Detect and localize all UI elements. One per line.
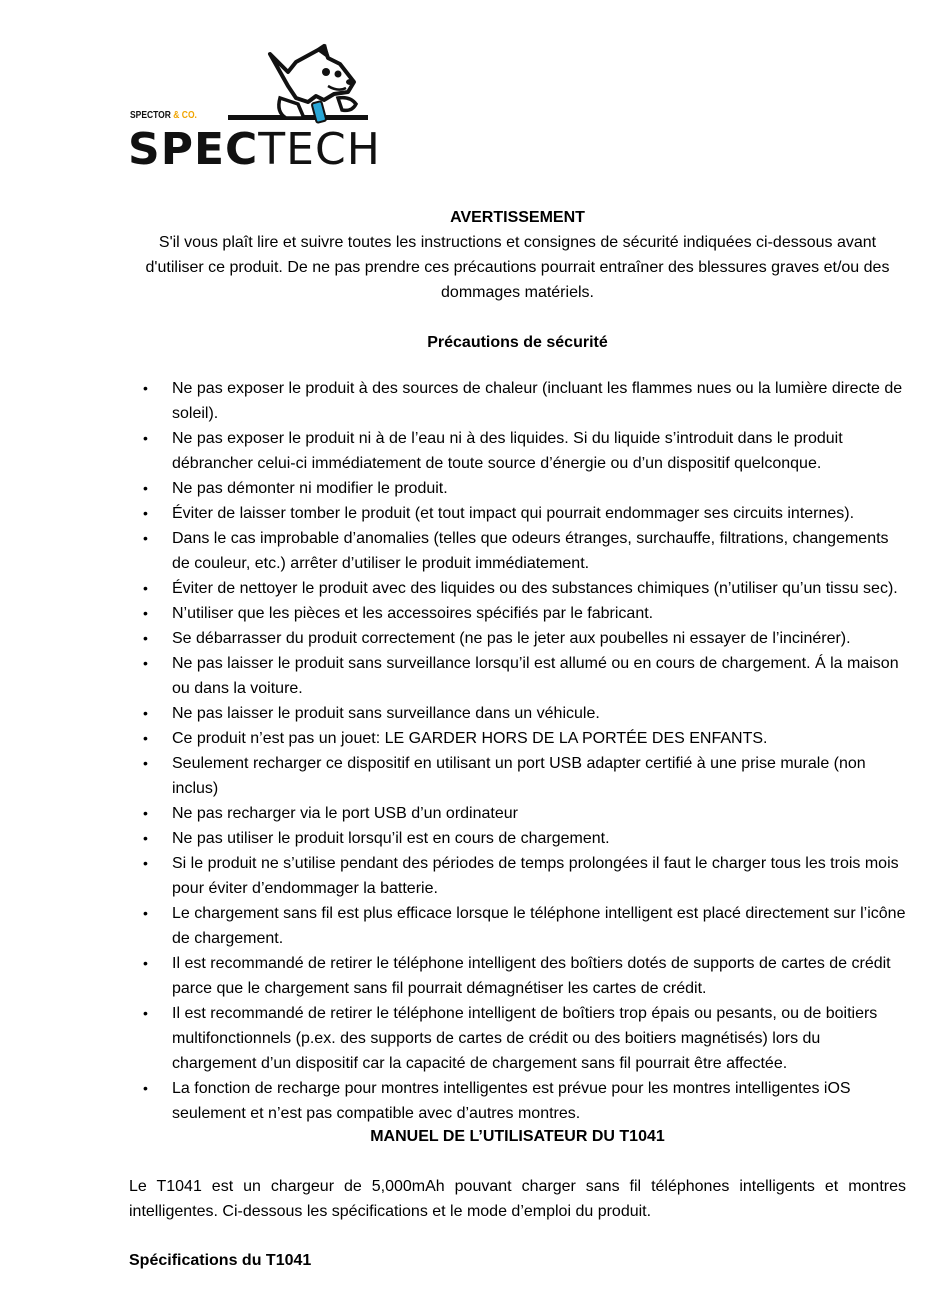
bullet-icon: • bbox=[143, 705, 148, 721]
precaution-text: La fonction de recharge pour montres intelligentes est prévue pour les montres intelligentes iOS seulement et n’est pas compatible avec d’autres montres. bbox=[172, 1080, 851, 1122]
bullet-icon: • bbox=[143, 855, 148, 871]
precaution-text: Ne pas exposer le produit ni à de l’eau ni à des liquides. Si du liquide s’introduit dans le produit débrancher celui-ci immédiatement de toute source d’énergie ou d’un dispositif quelconque. bbox=[172, 430, 843, 472]
precaution-text: Dans le cas improbable d’anomalies (telles que odeurs étranges, surchauffe, filtrations, changements de couleur, etc.) arrêter d’utiliser le produit immédiatement. bbox=[172, 530, 889, 572]
bullet-icon: • bbox=[143, 505, 148, 521]
spectech-logo bbox=[128, 42, 381, 175]
precaution-text: Seulement recharger ce dispositif en utilisant un port USB adapter certifié à une prise murale (non inclus) bbox=[172, 755, 866, 797]
precaution-item bbox=[129, 526, 906, 576]
precaution-item bbox=[129, 601, 906, 626]
bullet-icon: • bbox=[143, 1080, 148, 1096]
bullet-icon: • bbox=[143, 805, 148, 821]
precaution-text: Si le produit ne s’utilise pendant des périodes de temps prolongées il faut le charger tous les trois mois pour éviter d’endommager la batterie. bbox=[172, 855, 899, 897]
precaution-text: Ne pas laisser le produit sans surveillance lorsqu’il est allumé ou en cours de chargement. Á la maison ou dans la voiture. bbox=[172, 655, 899, 697]
bullet-icon: • bbox=[143, 580, 148, 596]
precautions-title: Précautions de sécurité bbox=[427, 334, 608, 351]
specs-title: Spécifications du T1041 bbox=[129, 1252, 312, 1269]
precaution-item bbox=[129, 701, 906, 726]
bullet-icon: • bbox=[143, 605, 148, 621]
logo-wordmark: SPECTECH bbox=[128, 124, 381, 175]
bullet-icon: • bbox=[143, 730, 148, 746]
bullet-icon: • bbox=[143, 755, 148, 771]
bullet-icon: • bbox=[143, 905, 148, 921]
precaution-text: Ne pas démonter ni modifier le produit. bbox=[172, 480, 448, 497]
bullet-icon: • bbox=[143, 530, 148, 546]
precaution-text: Ne pas recharger via le port USB d’un ordinateur bbox=[172, 805, 518, 822]
precaution-item bbox=[129, 751, 906, 801]
precaution-text: Le chargement sans fil est plus efficace lorsque le téléphone intelligent est placé directement sur l’icône de chargement. bbox=[172, 905, 906, 947]
precaution-item bbox=[129, 901, 906, 951]
bullet-icon: • bbox=[143, 830, 148, 846]
precaution-text: Éviter de nettoyer le produit avec des liquides ou des substances chimiques (n’utiliser qu’un tissu sec). bbox=[172, 580, 898, 597]
warning-title: AVERTISSEMENT bbox=[450, 209, 585, 226]
bullet-icon: • bbox=[143, 655, 148, 671]
precaution-item bbox=[129, 476, 906, 501]
precaution-item bbox=[129, 376, 906, 426]
bullet-icon: • bbox=[143, 380, 148, 396]
precaution-item bbox=[129, 1076, 906, 1126]
precaution-item bbox=[129, 801, 906, 826]
precaution-item bbox=[129, 851, 906, 901]
precaution-item bbox=[129, 651, 906, 701]
warning-text: S'il vous plaît lire et suivre toutes les instructions et consignes de sécurité indiquées ci-dessous avant d'utiliser ce produit. De ne pas prendre ces précautions pourrait entraîner des blessures graves et/ou des dommages matériels. bbox=[145, 234, 890, 301]
precaution-text: Ne pas laisser le produit sans surveillance dans un véhicule. bbox=[172, 705, 600, 722]
manual-intro: Le T1041 est un chargeur de 5,000mAh pouvant charger sans fil téléphones intelligents et montres intelligentes. Ci-dessous les spécifications et le mode d’emploi du produit. bbox=[129, 1178, 906, 1220]
precaution-text: N’utiliser que les pièces et les accessoires spécifiés par le fabricant. bbox=[172, 605, 654, 622]
logo-company-small: SPECTOR & CO. bbox=[130, 110, 197, 121]
precaution-text: Se débarrasser du produit correctement (ne pas le jeter aux poubelles ni essayer de l’incinérer). bbox=[172, 630, 851, 647]
bullet-icon: • bbox=[143, 430, 148, 446]
precaution-item bbox=[129, 1001, 906, 1076]
precaution-item bbox=[129, 826, 906, 851]
precaution-text: Il est recommandé de retirer le téléphone intelligent de boîtiers trop épais ou pesants, ou de boitiers multifonctionnels (p.ex. des supports de cartes de crédit ou des boitiers magnétisés) lors du chargement d’un dispositif car la capacité de chargement sans fil pourrait être affectée. bbox=[172, 1005, 878, 1072]
precautions-list bbox=[129, 376, 906, 1126]
precaution-text: Ce produit n’est pas un jouet: LE GARDER HORS DE LA PORTÉE DES ENFANTS. bbox=[172, 730, 768, 747]
manual-title: MANUEL DE L’UTILISATEUR DU T1041 bbox=[370, 1128, 665, 1145]
precaution-text: Il est recommandé de retirer le téléphone intelligent des boîtiers dotés de supports de cartes de crédit parce que le chargement sans fil pourrait démagnétiser les cartes de crédit. bbox=[172, 955, 891, 997]
bullet-icon: • bbox=[143, 480, 148, 496]
precaution-item bbox=[129, 726, 906, 751]
precaution-item bbox=[129, 576, 906, 601]
bullet-icon: • bbox=[143, 1005, 148, 1021]
precaution-item bbox=[129, 626, 906, 651]
precaution-text: Ne pas exposer le produit à des sources de chaleur (incluant les flammes nues ou la lumière directe de soleil). bbox=[172, 380, 903, 422]
bullet-icon: • bbox=[143, 630, 148, 646]
bullet-icon: • bbox=[143, 955, 148, 971]
precaution-item bbox=[129, 951, 906, 1001]
precaution-text: Ne pas utiliser le produit lorsqu’il est en cours de chargement. bbox=[172, 830, 610, 847]
precaution-text: Éviter de laisser tomber le produit (et tout impact qui pourrait endommager ses circuits internes). bbox=[172, 505, 855, 522]
precaution-item bbox=[129, 501, 906, 526]
precaution-item bbox=[129, 426, 906, 476]
